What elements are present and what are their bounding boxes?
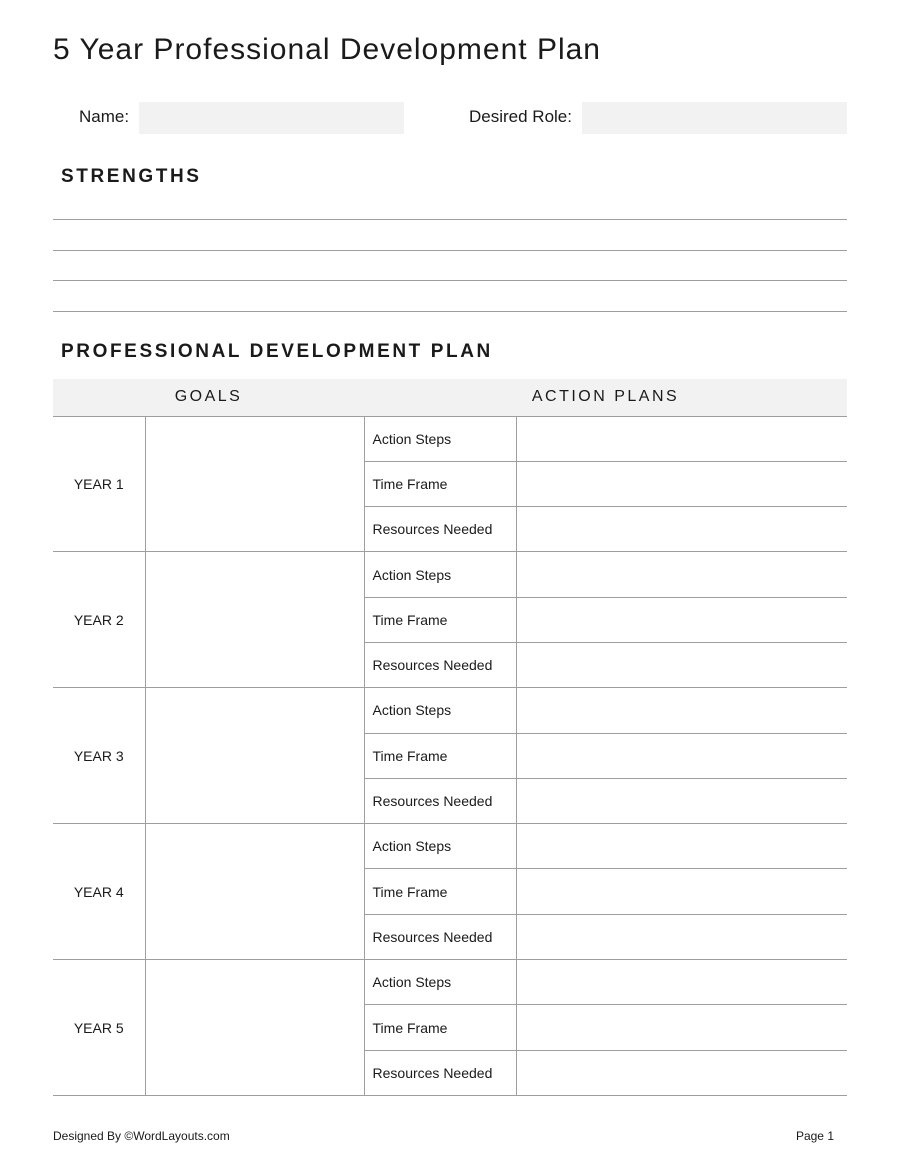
page-number: Page 1 — [795, 1129, 834, 1143]
strengths-line-4[interactable] — [53, 311, 847, 312]
action-step-value-cell[interactable] — [516, 642, 847, 687]
table-header-row — [53, 379, 847, 416]
strengths-line-2[interactable] — [53, 250, 847, 251]
action-step-label: Time Frame — [364, 733, 516, 778]
action-step-value-cell[interactable] — [516, 597, 847, 642]
strengths-heading: STRENGTHS — [61, 166, 202, 187]
goal-cell[interactable] — [145, 688, 364, 824]
strengths-line-3[interactable] — [53, 280, 847, 281]
goal-cell[interactable] — [145, 824, 364, 960]
action-step-value-cell[interactable] — [516, 416, 847, 461]
footer-credit: Designed By ©WordLayouts.com — [53, 1129, 230, 1143]
action-step-label: Resources Needed — [364, 642, 516, 687]
page-title: 5 Year Professional Development Plan — [53, 33, 601, 66]
year-label: YEAR 4 — [53, 824, 145, 960]
goal-cell[interactable] — [145, 552, 364, 688]
action-step-label: Action Steps — [364, 688, 516, 733]
action-step-label: Time Frame — [364, 597, 516, 642]
goal-cell[interactable] — [145, 960, 364, 1096]
action-step-value-cell[interactable] — [516, 461, 847, 506]
action-step-value-cell[interactable] — [516, 778, 847, 823]
goals-column-header: GOALS — [53, 379, 364, 416]
name-label: Name: — [79, 107, 130, 126]
year-label: YEAR 2 — [53, 552, 145, 688]
action-step-label: Action Steps — [364, 960, 516, 1005]
action-step-label: Action Steps — [364, 824, 516, 869]
action-step-value-cell[interactable] — [516, 552, 847, 597]
development-plan-table — [53, 379, 847, 1096]
action-step-label: Action Steps — [364, 416, 516, 461]
action-step-label: Resources Needed — [364, 778, 516, 823]
table-row — [53, 960, 847, 1005]
desired-role-field[interactable] — [582, 102, 847, 134]
action-step-value-cell[interactable] — [516, 507, 847, 552]
action-step-value-cell[interactable] — [516, 688, 847, 733]
year-label: YEAR 3 — [53, 688, 145, 824]
action-step-value-cell[interactable] — [516, 733, 847, 778]
action-step-label: Resources Needed — [364, 507, 516, 552]
action-step-label: Time Frame — [364, 461, 516, 506]
table-row — [53, 688, 847, 733]
action-step-label: Resources Needed — [364, 914, 516, 959]
goal-cell[interactable] — [145, 416, 364, 552]
strengths-line-1[interactable] — [53, 219, 847, 220]
year-label: YEAR 5 — [53, 960, 145, 1096]
table-row — [53, 552, 847, 597]
action-step-value-cell[interactable] — [516, 824, 847, 869]
action-step-value-cell[interactable] — [516, 869, 847, 914]
action-step-value-cell[interactable] — [516, 1005, 847, 1050]
plan-table-body — [53, 416, 847, 1095]
action-step-label: Time Frame — [364, 1005, 516, 1050]
table-row — [53, 824, 847, 869]
action-step-value-cell[interactable] — [516, 1050, 847, 1095]
action-step-value-cell[interactable] — [516, 914, 847, 959]
action-plans-column-header: ACTION PLANS — [364, 379, 847, 416]
action-step-label: Time Frame — [364, 869, 516, 914]
action-step-value-cell[interactable] — [516, 960, 847, 1005]
plan-heading: PROFESSIONAL DEVELOPMENT PLAN — [61, 341, 493, 362]
name-field[interactable] — [139, 102, 404, 134]
table-row — [53, 416, 847, 461]
action-step-label: Resources Needed — [364, 1050, 516, 1095]
action-step-label: Action Steps — [364, 552, 516, 597]
year-label: YEAR 1 — [53, 416, 145, 552]
desired-role-label: Desired Role: — [469, 107, 572, 126]
